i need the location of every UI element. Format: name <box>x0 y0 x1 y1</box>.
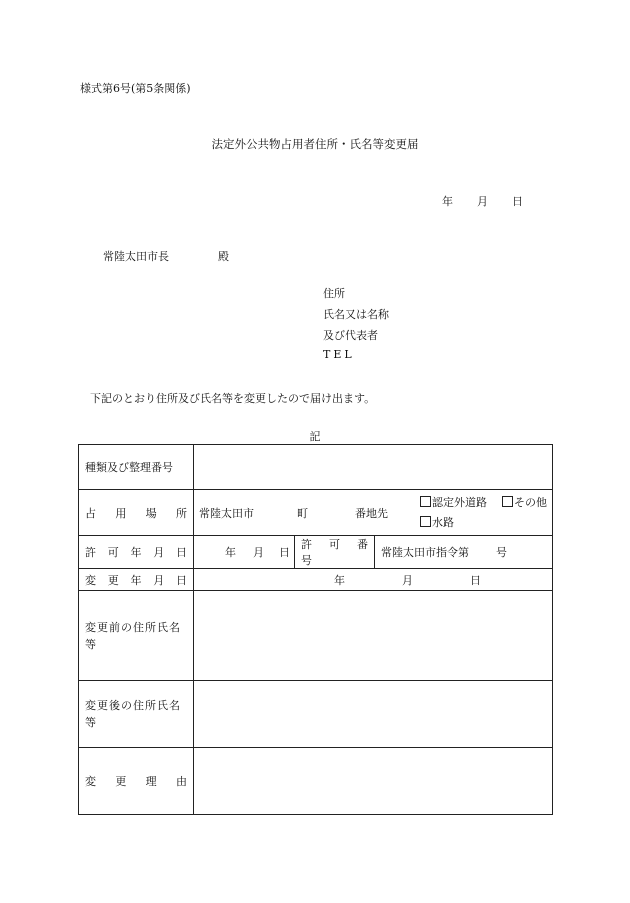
place-city: 常陸太田市 <box>199 506 254 520</box>
permit-date-year: 年 <box>225 546 236 559</box>
opt-water-label: 水路 <box>432 515 455 529</box>
after-label: 変更後の住所氏名等 <box>79 681 194 748</box>
place-label: 占 用 場 所 <box>79 490 194 536</box>
row-before <box>79 591 553 681</box>
before-label: 変更前の住所氏名等 <box>79 591 194 681</box>
change-date-month: 月 <box>402 573 413 587</box>
statement: 下記のとおり住所及び氏名等を変更したので届け出ます。 <box>90 392 376 405</box>
ki-heading: 記 <box>309 430 321 443</box>
permit-date-value[interactable] <box>194 536 295 569</box>
detail-table <box>78 444 553 815</box>
reason-label: 変 更 理 由 <box>79 748 194 815</box>
row-after <box>79 681 553 748</box>
row-reason <box>79 748 553 815</box>
date-month: 月 <box>477 195 488 208</box>
type-label: 種類及び整理番号 <box>79 445 194 490</box>
permit-no-value[interactable] <box>375 536 553 569</box>
permit-date-day: 日 <box>279 546 290 559</box>
form-number: 様式第6号(第5条関係) <box>80 82 191 95</box>
applicant-tel-label: TEL <box>323 348 355 361</box>
change-date-value[interactable] <box>194 569 553 591</box>
checkbox-other[interactable] <box>502 496 513 507</box>
date-day: 日 <box>512 195 523 208</box>
applicant-rep-label: 及び代表者 <box>323 329 378 342</box>
row-place <box>79 490 553 536</box>
applicant-address-label: 住所 <box>323 287 345 300</box>
permit-no-prefix: 常陸太田市指令第 <box>381 546 469 559</box>
applicant-name-label: 氏名又は名称 <box>323 308 389 321</box>
addressee-name: 常陸太田市長 <box>103 250 169 263</box>
place-machi: 町 <box>297 506 308 520</box>
place-banchi: 番地先 <box>355 506 388 520</box>
place-value[interactable] <box>194 490 553 536</box>
checkbox-road[interactable] <box>420 496 431 507</box>
change-date-label: 変 更 年 月 日 <box>79 569 194 591</box>
checkbox-water[interactable] <box>420 516 431 527</box>
opt-road-label: 認定外道路 <box>432 495 488 509</box>
opt-other-label: その他 <box>514 495 548 509</box>
addressee-honorific: 殿 <box>218 250 229 263</box>
after-value[interactable] <box>194 681 553 748</box>
row-type <box>79 445 553 490</box>
type-value[interactable] <box>194 445 553 490</box>
before-value[interactable] <box>194 591 553 681</box>
change-date-year: 年 <box>334 573 345 587</box>
permit-date-label: 許 可 年 月 日 <box>79 536 194 569</box>
change-date-day: 日 <box>470 573 481 587</box>
row-permit <box>79 536 553 569</box>
row-change-date <box>79 569 553 591</box>
form-title: 法定外公共物占用者住所・氏名等変更届 <box>211 137 419 151</box>
permit-no-suffix: 号 <box>496 546 507 559</box>
permit-date-month: 月 <box>253 546 264 559</box>
date-year: 年 <box>442 195 453 208</box>
permit-no-label: 許 可 番 号 <box>295 536 375 569</box>
reason-value[interactable] <box>194 748 553 815</box>
